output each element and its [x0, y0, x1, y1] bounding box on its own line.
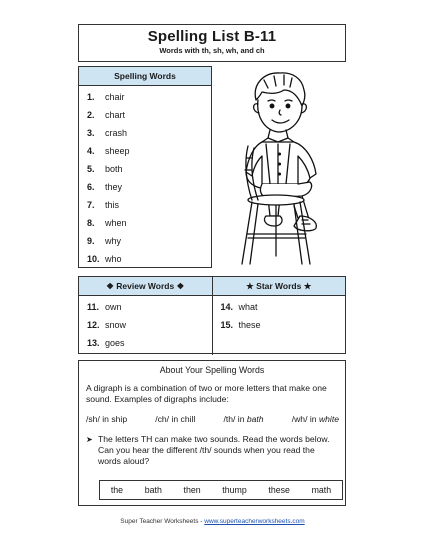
- digraph-example: [155, 414, 195, 424]
- spelling-word: they: [105, 182, 123, 192]
- digraph-definition: A digraph is a combination of two or more letters that make one sound. Examples of digraphs include:: [86, 383, 327, 404]
- spelling-item: [79, 178, 211, 196]
- spelling-item: [79, 106, 211, 124]
- about-spelling-words-box: [78, 360, 346, 506]
- review-number: 12.: [87, 320, 100, 330]
- th-example-word: thump: [222, 485, 247, 495]
- spelling-item: [79, 124, 211, 142]
- about-title: About Your Spelling Words: [159, 365, 265, 375]
- arrow-bullet-icon: ➤: [86, 435, 93, 444]
- review-word: snow: [105, 320, 127, 330]
- spelling-word: sheep: [105, 146, 130, 156]
- spelling-words-heading: Spelling Words: [79, 67, 211, 86]
- review-item: [79, 334, 212, 352]
- spelling-item: [79, 214, 211, 232]
- review-number: 13.: [87, 338, 100, 348]
- spelling-number: 10.: [87, 254, 100, 264]
- spelling-item: [79, 232, 211, 250]
- star-item: [213, 298, 346, 316]
- spelling-word-list: [79, 88, 211, 268]
- spelling-word: chart: [105, 110, 126, 120]
- star-word-list: [213, 298, 346, 334]
- star-word: these: [238, 320, 261, 330]
- star-number: 14.: [220, 302, 234, 312]
- spelling-number: 1.: [87, 92, 95, 102]
- star-item: [213, 316, 346, 334]
- review-words-column: [79, 296, 213, 355]
- spelling-item: [79, 250, 211, 268]
- digraph-sound: /sh/ in: [86, 414, 112, 424]
- page-subtitle: Words with th, sh, wh, and ch: [159, 46, 265, 55]
- th-example-word: bath: [144, 485, 162, 495]
- review-word: own: [105, 302, 122, 312]
- th-sounds-instruction: [86, 434, 339, 467]
- review-words-heading: ❖ Review Words ❖: [79, 277, 213, 295]
- star-word: what: [238, 302, 258, 312]
- spelling-number: 4.: [87, 146, 95, 156]
- review-item: [79, 316, 212, 334]
- review-star-header-row: [79, 277, 345, 296]
- footer: [0, 518, 425, 525]
- review-item: [79, 298, 212, 316]
- page-title: Spelling List B-11: [147, 28, 277, 45]
- digraph-word: chill: [180, 414, 196, 424]
- spelling-number: 2.: [87, 110, 95, 120]
- spelling-number: 6.: [87, 182, 95, 192]
- digraph-example: [292, 414, 339, 424]
- spelling-number: 9.: [87, 236, 95, 246]
- spelling-item: [79, 142, 211, 160]
- digraph-sound: /wh/ in: [291, 414, 319, 424]
- digraph-examples: [86, 414, 339, 424]
- digraph-word: white: [318, 414, 339, 424]
- th-example-word: the: [110, 485, 124, 495]
- spelling-word: chair: [105, 92, 125, 102]
- review-word: goes: [105, 338, 125, 348]
- spelling-word: both: [105, 164, 123, 174]
- digraph-example: [223, 414, 263, 424]
- spelling-item: [79, 88, 211, 106]
- digraph-sound: /th/ in: [223, 414, 247, 424]
- spelling-word: why: [105, 236, 122, 246]
- spelling-item: [79, 160, 211, 178]
- title-box: [78, 24, 346, 62]
- spelling-word: when: [105, 218, 127, 228]
- review-word-list: [79, 298, 212, 352]
- spelling-number: 8.: [87, 218, 95, 228]
- th-example-word: math: [311, 485, 332, 495]
- review-star-box: [78, 276, 346, 354]
- spelling-words-box: [78, 66, 212, 268]
- spelling-word: this: [105, 200, 120, 210]
- th-sounds-text: The letters TH can make two sounds. Read the words below. Can you hear the different /th/ sounds when you read the words aloud?: [98, 434, 330, 466]
- footer-brand: Super Teacher Worksheets -: [120, 518, 205, 525]
- th-word-examples: [99, 480, 343, 500]
- star-words-column: [213, 296, 346, 355]
- review-star-columns: [79, 296, 345, 355]
- digraph-word: ship: [111, 414, 128, 424]
- spelling-number: 5.: [87, 164, 95, 174]
- footer-link[interactable]: www.superteacherworksheets.com: [204, 518, 305, 525]
- boy-on-stool-illustration: [218, 66, 346, 268]
- spelling-number: 7.: [87, 200, 95, 210]
- star-number: 15.: [220, 320, 234, 330]
- spelling-word: who: [105, 254, 122, 264]
- spelling-number: 3.: [87, 128, 95, 138]
- th-example-word: these: [268, 485, 290, 495]
- digraph-word: bath: [246, 414, 264, 424]
- spelling-item: [79, 196, 211, 214]
- spelling-word: crash: [105, 128, 128, 138]
- review-number: 11.: [87, 302, 100, 312]
- boy-on-stool-icon: [218, 66, 346, 268]
- digraph-example: [86, 414, 127, 424]
- digraph-sound: /ch/ in: [155, 414, 181, 424]
- star-words-heading: ★ Star Words ★: [246, 281, 312, 291]
- th-example-word: then: [183, 485, 201, 495]
